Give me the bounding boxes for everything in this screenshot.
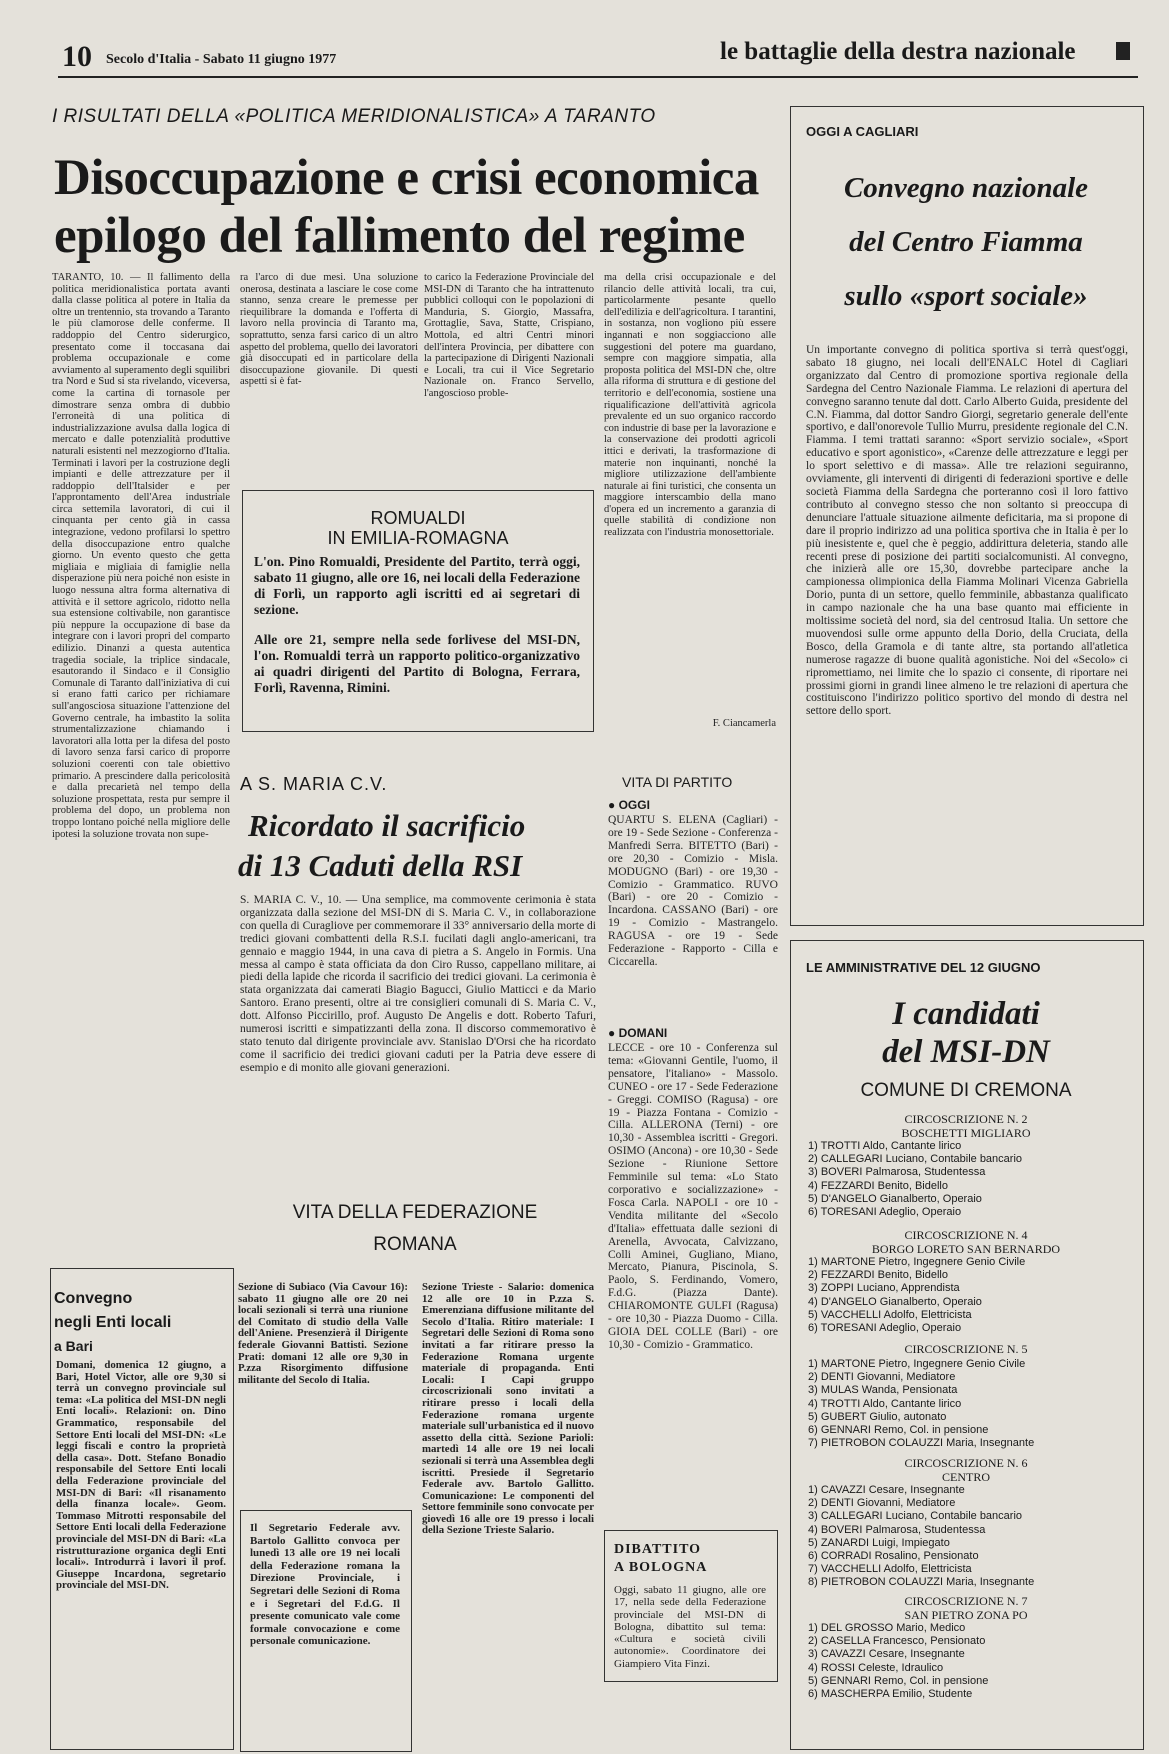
amministrative-headline-line2: del MSI-DN <box>882 1034 1050 1070</box>
candidate-item: 1) MARTONE Pietro, Ingegnere Genio Civile <box>808 1256 1026 1268</box>
santa-maria-headline-line1: Ricordato il sacrificio <box>248 808 526 843</box>
candidate-item: 4) TROTTI Aldo, Cantante lirico <box>808 1397 962 1410</box>
candidate-item: 2) DENTI Giovanni, Mediatore <box>808 1371 956 1384</box>
vita-partito-domani-label: ● DOMANI <box>608 1026 668 1040</box>
circ5-title-line1: CIRCOSCRIZIONE N. 5 <box>904 1342 1028 1356</box>
candidate-item: 2) DENTI Giovanni, Mediatore <box>808 1497 956 1510</box>
cagliari-kicker: OGGI A CAGLIARI <box>806 124 919 139</box>
bologna-text: Oggi, sabato 11 giugno, alle ore 17, nella sede della Federazione provinciale del MSI-DN di Bologna, dibattito sul tema: «Cultura e società civili autonomie». Coordinatore dei Giampiero Vita Finzi. <box>614 1584 766 1670</box>
candidate-item: 5) VACCHELLI Adolfo, Elettricista <box>808 1308 972 1321</box>
circ6-title-line1: CIRCOSCRIZIONE N. 6 <box>904 1456 1028 1470</box>
vita-partito-domani-text: LECCE - ore 10 - Conferenza sul tema: «Giovanni Gentile, l'uomo, il pensatore, l'italiano» - Massolo. CUNEO - ore 17 - Sede Federazione - Greggi. COMISO (Ragusa) - ore 19 - Piazza Fontana - Comizio - Cilla. ALLERONA (Terni) - ore 10,30 - Assemblea iscritti - Gregori. OSIMO (Ancona) - ore 10,30 - Sede Sezione - Riunione Settore Femminile sul tema: «Lo Stato corporativo e socializzazione» - Fosca Carla. NAPOLI - ore 10 - Vendita militante del «Secolo d'Italia» effettuata dalle sezioni di Arenella, Avvocata, Calvizzano, Colli Aminei, Gugliano, Miano, Mercato, Pianura, Piscinola, S. Paolo, S. Ferdinando, Vomero, F.d.G. (Piazza Dante). CHIAROMONTE GULFI (Ragusa) - ore 10,30 - Piazza Duomo - Cilla. GIOIA DEL COLLE (Bari) - ore 10,30 - Comizio - Grammatico. <box>608 1042 778 1351</box>
circ4-title-line2: BORGO LORETO SAN BERNARDO <box>871 1242 1061 1256</box>
candidate-item: 5) GUBERT Giulio, autonato <box>808 1410 947 1423</box>
convegno-bari-text: Domani, domenica 12 giugno, a Bari, Hotel Victor, alle ore 9,30 si terrà un convegno provinciale sul tema: «La politica del MSI-DN negli Enti locali». Relazioni: on. Dino Grammatico, responsabile del Settore Enti locali del MSI-DN: «Le leggi fiscali e contro la proprietà della casa». Dott. Stefano Bonadio responsabile del Settore Enti locali della Federazione provinciale del MSI-DN di Bari: «Il risanamento della finanza locale». Geom. Tommaso Mitrotti responsabile del Settore Enti locali della Federazione provinciale del MSI-DN di Bari: «La ristrutturazione organica degli Enti locali». Introdurrà i lavori il prof. Giuseppe Incardona, segretario provinciale del MSI-DN. <box>56 1360 226 1592</box>
candidate-item: 4) ROSSI Celeste, Idraulico <box>808 1661 944 1674</box>
main-article-column-3: to carico la Federazione Provinciale del MSI-DN di Taranto che ha intrattenuto pubblici colloqui con le popolazioni di Manduria, S. Giorgio, Massafra, Grottaglie, Sava, Statte, Crispiano, Mottola, ed altri Centri minori dell'intera Provincia, per dibattere con la partecipazione di Dirigenti Nazionali e Locali, tra cui il Vice Segretario Nazionale on. Franco Servello, l'angoscioso proble- <box>424 272 594 399</box>
candidate-item: 3) ZOPPI Luciano, Apprendista <box>808 1282 960 1295</box>
candidate-item: 7) PIETROBON COLAUZZI Maria, Insegnante <box>808 1437 1035 1450</box>
santa-maria-text: S. MARIA C. V., 10. — Una semplice, ma commovente cerimonia è stata organizzata dalla sezione del MSI-DN di S. Maria C. V., in collaborazione con quella di Curagliove per commemorare il 33° anniversario della morte di tredici giovani combattenti della R.S.I. fucilati dagli anglo-americani, tra gennaio e maggio 1944, in una cava di pietra a S. Angelo in Formis. Una messa al campo è stata officiata da don Ciro Russo, cappellano militare, ai piedi della lapide che ricorda il sacrificio dei tredici giovani. La cerimonia è stata organizzata dai camerati Biagio Bagucci, Giulio Matticci e da Mario Santoro. Erano presenti, oltre ai tre consiglieri comunali di S. Maria C. V., dott. Alfonso Piccirillo, prof. Augusto De Angelis e dott. Roberto Tafuri, numerosi iscritti e simpatizzanti della zona. Il discorso commemorativo è stato tenuto dal dirigente provinciale avv. Stanislao D'Orsi che ha ricordato come il sacrificio dei tredici giovani caduti per la Patria deve essere di esempio e di monito alle giovani generazioni. <box>240 894 596 1074</box>
main-headline-line2: epilogo del fallimento del regime <box>54 208 745 264</box>
circ7-list <box>808 1622 1134 1701</box>
candidate-item: 3) BOVERI Palmarosa, Studentessa <box>808 1166 986 1179</box>
candidate-item: 5) ZANARDI Luigi, Impiegato <box>808 1536 950 1549</box>
candidate-item: 2) CASELLA Francesco, Pensionato <box>808 1635 986 1648</box>
convegno-bari-title-line2: negli Enti locali <box>54 1314 172 1331</box>
main-headline-line1: Disoccupazione e crisi economica <box>54 150 759 206</box>
cagliari-headline-line1: Convegno nazionale <box>843 172 1089 204</box>
convegno-bari-title-line3: a Bari <box>54 1338 93 1354</box>
bologna-title-line2: A BOLOGNA <box>614 1560 708 1575</box>
federazione-title-line1: VITA DELLA FEDERAZIONE <box>292 1202 538 1223</box>
paper-date: Secolo d'Italia - Sabato 11 giugno 1977 <box>106 52 337 67</box>
circ5-list <box>808 1358 1134 1450</box>
circ4-list <box>808 1256 1134 1335</box>
circ7-title-line2: SAN PIETRO ZONA PO <box>904 1608 1028 1622</box>
masthead-rule <box>58 76 1138 78</box>
vita-partito-title: VITA DI PARTITO <box>622 774 733 790</box>
candidate-item: 6) MASCHERPA Emilio, Studente <box>808 1688 973 1701</box>
vita-partito-oggi-label: ● OGGI <box>608 798 650 812</box>
candidate-item: 5) D'ANGELO Gianalberto, Operaio <box>808 1192 982 1205</box>
candidate-item: 3) CALLEGARI Luciano, Contabile bancario <box>808 1510 1023 1523</box>
vita-partito-oggi-text: QUARTU S. ELENA (Cagliari) - ore 19 - Sede Sezione - Conferenza - Manfredi Serra. BITETTO (Bari) - ore 20,30 - Comizio - Misla. MODUGNO (Bari) - ore 19,30 - Comizio - Grammatico. RUVO (Bari) - ore 20 - Comizio - Incardona. CASSANO (Bari) - ore 19 - Comizio - Mastrangelo. RAGUSA - ore 19 - Sede Federazione - Rapporto - Cilla e Ciccarella. <box>608 814 778 968</box>
candidate-item: 3) MULAS Wanda, Pensionata <box>808 1384 958 1397</box>
candidate-item: 4) D'ANGELO Gianalberto, Operaio <box>808 1295 982 1308</box>
segretario-text: Il Segretario Federale avv. Bartolo Gallitto convoca per lunedì 13 alle ore 19 nei locali della Federazione romana la Direzione Provinciale, i Segretari delle Sezioni di Roma e i Segretari del F.d.G. Il presente comunicato vale come formale convocazione e come personale comunicazione. <box>250 1522 400 1648</box>
circ2-title-line1: CIRCOSCRIZIONE N. 2 <box>904 1112 1028 1126</box>
main-article-column-2: ra l'arco di due mesi. Una soluzione onerosa, destinata a lasciare le cose come stanno, senza creare le premesse per riequilibrare la domanda e l'offerta di lavoro nella provincia di Taranto ma, soprattutto, senza farsi carico di un altro aspetto del problema, quello dei lavoratori già disoccupati ed in particolare della disoccupazione giovanile. Di questi aspetti si è fat- <box>240 272 418 388</box>
federazione-column-2: Sezione Trieste - Salario: domenica 12 alle ore 10 in P.zza S. Emerenziana diffusione militante del Secolo d'Italia. Ritiro materiale: I Segretari delle Sezioni di Roma sono invitati a far ritirare presso la Federazione Romana urgente materiale di propaganda. Enti Locali: I Capi gruppo circoscrizionali sono invitati a ritirare presso i locali della Federazione romana urgente materiale sull'urbanistica ed il nuovo assetto della città. Sezione Parioli: martedì 14 alle ore 19 nei locali sezionali si terrà una Assemblea degli iscritti. Presiede il Segretario Federale avv. Bartolo Gallitto. Comunicazione: Le componenti del Settore femminile sono convocate per giovedì 16 alle ore 19 presso i locali della Sezione Trieste Salario. <box>422 1282 594 1537</box>
candidate-item: 1) DEL GROSSO Mario, Medico <box>808 1622 966 1634</box>
amministrative-comune: COMUNE DI CREMONA <box>860 1080 1072 1101</box>
romualdi-title-line2: IN EMILIA-ROMAGNA <box>327 528 509 548</box>
circ7-title-line1: CIRCOSCRIZIONE N. 7 <box>904 1594 1028 1608</box>
candidate-item: 6) CORRADI Rosalino, Pensionato <box>808 1550 979 1563</box>
circ6-list <box>808 1484 1134 1590</box>
amministrative-headline-line1: I candidati <box>892 996 1040 1032</box>
candidate-item: 7) VACCHELLI Adolfo, Elettricista <box>808 1563 972 1576</box>
bologna-title-line1: DIBATTITO <box>614 1542 702 1557</box>
main-article-column-1: TARANTO, 10. — Il fallimento della politica meridionalistica portata avanti dalla classe politica al potere in Italia da oltre un trentennio, sta trovando a Taranto le più clamorose delle conferme. Il raddoppio del Centro siderurgico, presentato come il toccasana dai problema occupazionale e come avviamento al superamento degli squilibri tra Nord e Sud si sta rivelando, viceversa, come la cartina di tornasole per dimostrare senza ombra di dubbio l'erroneità di una politica di industrializzazione avulsa dalla logica di mercato e dalle potenzialità produttive naturali esistenti nel mezzogiorno d'Italia. Terminati i lavori per la costruzione degli impianti e delle attrezzature per il raddoppio dell'Italsider e per l'approntamento dell'Area industriale circa settemila lavoratori, di cui il cinquanta per cento già in cassa integrazione, vedono profilarsi lo spettro della disoccupazione entro qualche giorno. Un evento questo che getta migliaia e migliaia di famiglie nella disperazione più nera poiché non esiste in luogo nessuna altra forma alternativa di attività e il settore agricolo, ridotto nella sua estensione coltivabile, non garantisce più neppure la occupazione di base da integrare con i lavori propri del comparto edilizio. Dinanzi a questa autentica tragedia sociale, la triplice sindacale, esautorando il Sindaco e il Consiglio Comunale di Taranto dall'iniziativa di cui si erano fatti carico per richiamare sull'angosciosa situazione l'attenzione del Governo centrale, ha imbastito la solita strumentalizzazione chiamando i lavoratori alla lotta per la difesa del posto di lavoro senza farsi carico di proporre soluzioni coerenti con tale obiettivo primario. A prescindere dalla pericolosità e dalla precarietà nel tempo della soluzione prospettata, resta pur sempre il problema del dopo, un problema non troppo lontano poiché nella migliore delle ipotesi la soluzione trovata non supe- <box>52 272 230 840</box>
candidate-item: 6) TORESANI Adeglio, Operaio <box>808 1322 962 1335</box>
romualdi-title-line1: ROMUALDI <box>370 508 466 528</box>
candidate-item: 4) FEZZARDI Benito, Bidello <box>808 1179 948 1192</box>
circ4-title-line1: CIRCOSCRIZIONE N. 4 <box>904 1228 1028 1242</box>
candidate-item: 1) CAVAZZI Cesare, Insegnante <box>808 1484 965 1496</box>
candidate-item: 6) GENNARI Remo, Col. in pensione <box>808 1424 989 1437</box>
candidate-item: 3) CAVAZZI Cesare, Insegnante <box>808 1648 965 1661</box>
circ6-title-line2: CENTRO <box>942 1470 990 1484</box>
candidate-item: 2) CALLEGARI Luciano, Contabile bancario <box>808 1153 1023 1166</box>
santa-maria-headline-line2: di 13 Caduti della RSI <box>238 848 523 883</box>
section-title: le battaglie della destra nazionale <box>720 38 1076 65</box>
circ2-list <box>808 1140 1134 1219</box>
page-number: 10 <box>62 40 92 73</box>
main-article-column-4: ma della crisi occupazionale e del rilancio delle attività locali, tra cui, particolarmente pesante quello dell'edilizia e dell'agricoltura. I tarantini, in sostanza, non vogliono più essere ingannati e non soggiacciono alle suggestioni del potere ma guardano, sempre con maggiore simpatia, alla proposta politica del MSI-DN che, oltre alla riforma di struttura e di gestione del territorio e dell'economia, sostiene una riqualificazione dell'attività agricola prevalente ed un suo organico raccordo con industrie di base per la lavorazione e la conservazione dei prodotti agricoli ittici e derivati, la trasformazione di materie non inquinanti, nonché la migliore utilizzazione dell'ambiente naturale ai fini turistici, che consenta un maggiore interscambio della mano d'opera ed un incremento a garanzia di quelle stabilità di condizione non realizzata con l'industria monosettoriale. <box>604 272 776 539</box>
candidate-item: 5) GENNARI Remo, Col. in pensione <box>808 1674 989 1687</box>
romualdi-text-2: Alle ore 21, sempre nella sede forlivese del MSI-DN, l'on. Romualdi terrà un rapporto politico-organizzativo ai quadri dirigenti del Partito di Bologna, Ferrara, Forlì, Ravenna, Rimini. <box>254 632 580 695</box>
circ2-title-line2: BOSCHETTI MIGLIARO <box>901 1126 1031 1140</box>
cagliari-text: Un importante convegno di politica sportiva si terrà quest'oggi, sabato 18 giugno, nei locali dell'ENALC Hotel di Cagliari organizzato dal Centro di promozione sportiva regionale della Sardegna del Centro Nazionale Fiamma. Le relazioni di apertura del convegno saranno tenute dal dott. Carlo Alberto Guida, presidente del C.N. Fiamma, dal dottor Sandro Giorgi, segretario generale dell'ente sportivo, e dall'onorevole Tullio Murru, presidente regionale del C.N. Fiamma. I temi trattati saranno: «Sport servizio sociale», «Sport educativo e sport agonistico», «Carenze delle attrezzature e leggi per lo sport selettivo e di massa». Alle tre relazioni seguiranno, ovviamente, gli interventi di dirigenti di federazioni sportive e delle società Fiamma della Sardegna che porteranno così il loro fattivo contributo al convegno stesso che non soltanto si preoccupa di denunciare l'attuale situazione ailmente deficitaria, ma si propone di dare il proprio indirizzo ad una politica sportiva che in Italia è per lo più inesistente e, quel che è peggio, addirittura deleteria, stando alle recenti prese di posizione dei partiti socialcomunisti. Al convegno, che inizierà alle ore 15,30, dovrebbe partecipare anche la campionessa olimpionica della Fiamma Molinari Vicenza Gabriella Dorio, punta di un settore, quello femminile, abbastanza qualificato in campo nazionale che ha una base quanto mai efficiente in moltissime società del nord, sia del centrosud Italia. Un settore che muovendosi sulle orme appunto della Dorio, della Cruciata, della Bosco, della Gramola e di tante altre, sta portando all'atletica numerose ragazze di buone qualità agonistiche. Noi del «Secolo» ci ripromettiamo, nei limite che lo spazio ci consente, di riportare nei prossimi giorni in grandi linee almeno le tre relazioni di apertura che costituiscono l'indirizzo politico sportivo del mondo di destra nel settore dello sport. <box>806 344 1128 718</box>
candidate-item: 6) TORESANI Adeglio, Operaio <box>808 1206 962 1219</box>
romualdi-text-1: L'on. Pino Romualdi, Presidente del Partito, terrà oggi, sabato 11 giugno, alle ore 16, nei locali della Federazione di Forlì, un rapporto agli iscritti ed ai segretari di sezione. <box>254 554 580 617</box>
cagliari-headline-line2: del Centro Fiamma <box>849 226 1083 258</box>
convegno-bari-title-line1: Convegno <box>54 1290 133 1307</box>
federazione-title-line2: ROMANA <box>373 1234 457 1255</box>
candidate-item: 1) MARTONE Pietro, Ingegnere Genio Civile <box>808 1358 1026 1370</box>
candidate-item: 8) PIETROBON COLAUZZI Maria, Insegnante <box>808 1576 1035 1589</box>
candidate-item: 1) TROTTI Aldo, Cantante lirico <box>808 1140 962 1152</box>
candidate-item: 4) BOVERI Palmarosa, Studentessa <box>808 1523 986 1536</box>
candidate-item: 2) FEZZARDI Benito, Bidello <box>808 1269 948 1282</box>
amministrative-kicker: LE AMMINISTRATIVE DEL 12 GIUGNO <box>806 960 1041 975</box>
cagliari-headline-line3: sullo «sport sociale» <box>844 280 1088 312</box>
santa-maria-kicker: A S. MARIA C.V. <box>240 774 388 794</box>
main-kicker: I RISULTATI DELLA «POLITICA MERIDIONALISTICA» A TARANTO <box>52 106 656 127</box>
main-article-signature: F. Ciancamerla <box>712 718 776 729</box>
federazione-column-1: Sezione di Subiaco (Via Cavour 16): sabato 11 giugno alle ore 20 nei locali sezionali si terrà una riunione del Comitato di studio della Valle dell'Aniene. Presenzierà il Dirigente federale Giovanni Battisti. Sezione Prati: domani 12 alle ore 9,30 in P.zza Risorgimento diffusione militante del Secolo di Italia. <box>238 1282 408 1386</box>
party-flame-icon <box>1116 42 1130 60</box>
